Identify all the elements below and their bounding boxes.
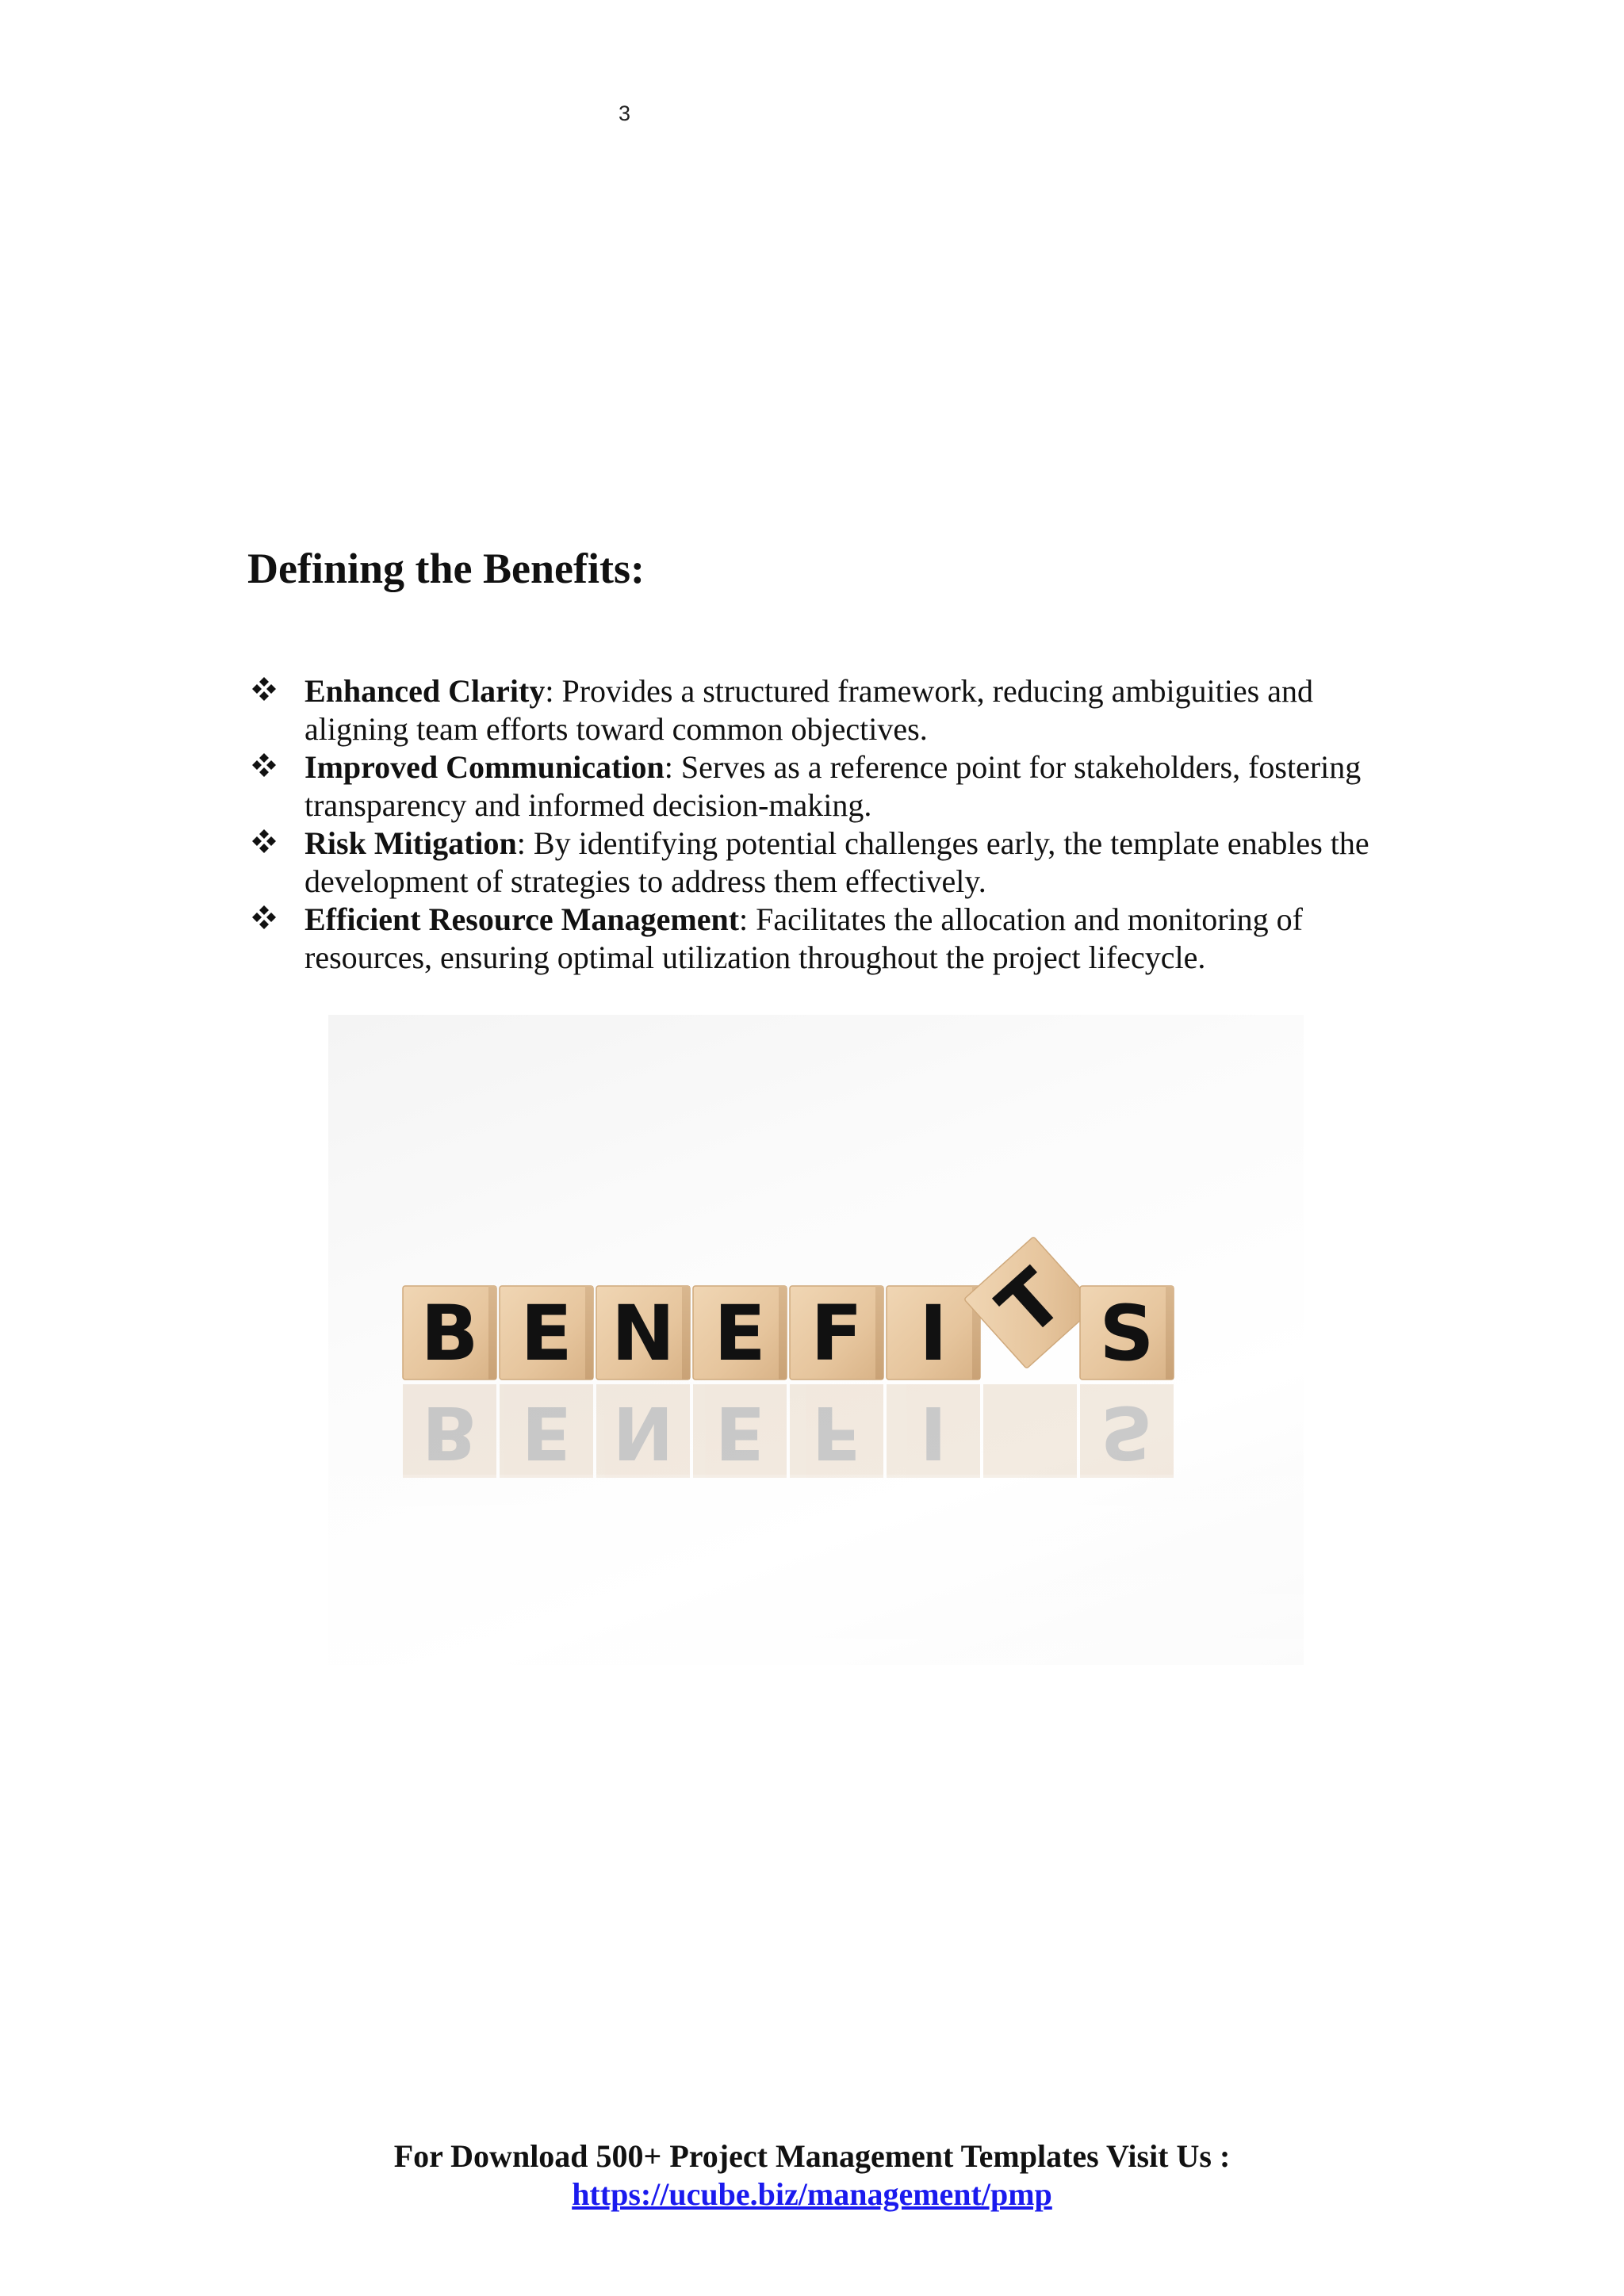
svg-text:B: B (421, 1390, 478, 1475)
page-number: 3 (619, 101, 631, 125)
benefit-description: : Facilitates the allocation and monitoring of resources, ensuring optimal utilization throughout the project lifecycle. (304, 901, 1303, 975)
letter-block-reflection (596, 1384, 690, 1478)
svg-text:S: S (1100, 1390, 1154, 1475)
four-diamond-bullet-icon (251, 904, 278, 931)
footer-link[interactable]: https://ucube.biz/management/pmp (572, 2176, 1052, 2212)
four-diamond-bullet-icon (251, 675, 278, 702)
letter-block (596, 1286, 690, 1380)
benefit-description: : Serves as a reference point for stakeholders, fostering transparency and informed decision-making. (304, 749, 1362, 823)
letter-block-reflection (403, 1384, 496, 1478)
letter-blocks (403, 1237, 1174, 1478)
letter-block (964, 1237, 1097, 1369)
benefits-list (247, 672, 1389, 977)
section-heading: Defining the Benefits: (247, 545, 645, 592)
benefit-term: Enhanced Clarity (304, 673, 546, 709)
four-diamond-bullet-icon (251, 752, 278, 779)
letter-block-reflection (1080, 1384, 1174, 1478)
benefits-blocks-photo (328, 1015, 1304, 1665)
letter-block (1080, 1286, 1174, 1380)
block-letter: B (420, 1289, 479, 1378)
svg-text:F: F (811, 1390, 862, 1475)
footer-promo-text: For Download 500+ Project Management Templates Visit Us : (393, 2138, 1231, 2174)
list-item (247, 672, 1389, 748)
svg-text:N: N (612, 1390, 674, 1475)
block-letter: T (981, 1253, 1080, 1354)
list-item (247, 825, 1389, 901)
benefit-term: Improved Communication (304, 749, 665, 785)
letter-block (403, 1286, 496, 1380)
letter-block-reflection (790, 1384, 883, 1478)
block-letter: E (520, 1289, 573, 1378)
letter-block (500, 1286, 593, 1380)
list-item (247, 748, 1389, 825)
letter-block (693, 1286, 787, 1380)
svg-text:E: E (714, 1390, 765, 1475)
block-letter: I (919, 1289, 948, 1378)
letter-block-reflection (887, 1384, 980, 1478)
four-diamond-bullet-icon (251, 828, 278, 855)
block-letter: F (810, 1289, 863, 1378)
block-letter: N (611, 1289, 676, 1378)
benefit-description: : Provides a structured framework, reducing ambiguities and aligning team efforts toward common objectives. (304, 673, 1313, 747)
letter-block-reflection (500, 1384, 593, 1478)
svg-text:I: I (919, 1390, 948, 1475)
benefit-term: Risk Mitigation (304, 825, 517, 861)
letter-block-reflection (693, 1384, 787, 1478)
svg-text:E: E (521, 1390, 572, 1475)
letter-block (790, 1286, 883, 1380)
list-item (247, 901, 1389, 977)
block-letter: E (714, 1289, 766, 1378)
benefit-description: : By identifying potential challenges early, the template enables the development of strategies to address them effectively. (304, 825, 1369, 899)
block-letter: S (1099, 1289, 1155, 1378)
benefits-blocks-illustration (328, 1015, 1304, 1665)
benefit-term: Efficient Resource Management (304, 901, 740, 937)
letter-block-reflection (983, 1384, 1077, 1478)
